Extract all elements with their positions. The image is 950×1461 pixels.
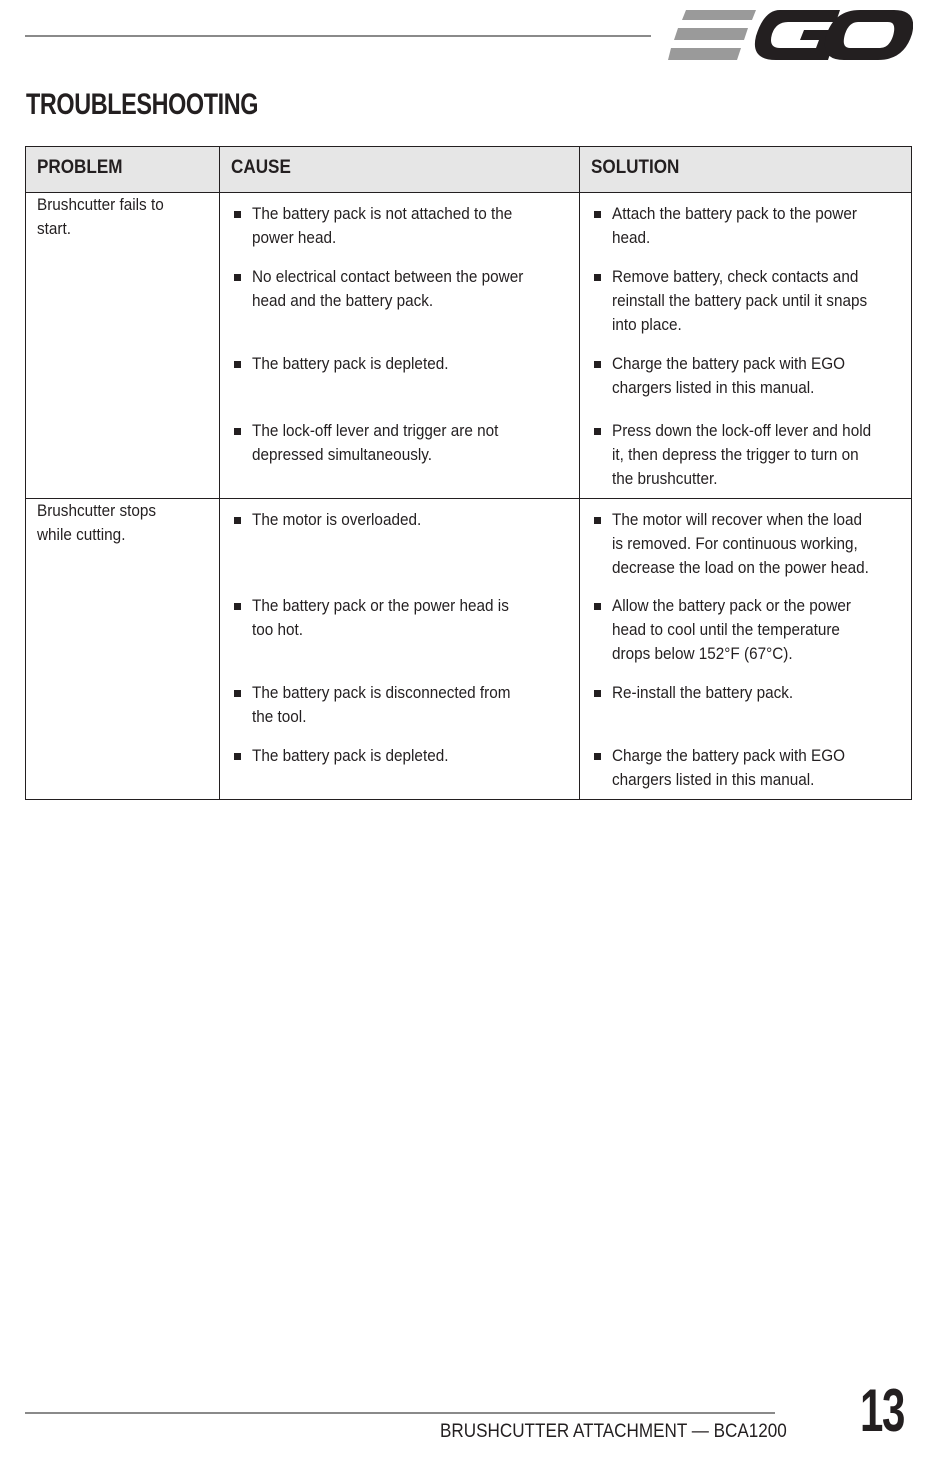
cause-item: The lock-off lever and trigger are not depressed simultaneously. [220,419,579,467]
solution-cell [580,499,912,800]
cause-item: No electrical contact between the power head and the battery pack. [220,265,579,313]
solution-item: Charge the battery pack with EGO chargers listed in this manual. [580,352,911,400]
solution-item: Charge the battery pack with EGO chargers listed in this manual. [580,744,911,792]
solution-item: Allow the battery pack or the power head to cool until the temperature drops below 152°F (67°C). [580,594,911,666]
cause-item: The battery pack is depleted. [220,744,579,768]
solution-item: Press down the lock-off lever and hold it, then depress the trigger to turn on the brushcutter. [580,419,911,491]
cause-item: The battery pack is disconnected from the tool. [220,681,579,729]
table-row [26,193,912,499]
solution-cell [580,193,912,499]
column-header-cause: CAUSE [220,147,580,193]
footer-title: BRUSHCUTTER ATTACHMENT — BCA1200 [440,1421,787,1442]
solution-item: The motor will recover when the load is removed. For continuous working, decrease the load on the power head. [580,508,911,580]
column-header-solution: SOLUTION [580,147,912,193]
ego-logo [668,6,913,64]
problem-line: Brushcutter stops [37,501,157,520]
table-header-row [26,147,912,193]
footer-rule [25,1412,775,1414]
problem-line: start. [37,219,72,238]
problem-line: Brushcutter fails to [37,195,164,214]
cause-cell [220,499,580,800]
problem-cell [26,499,220,800]
problem-cell [26,193,220,499]
cause-cell [220,193,580,499]
cause-item: The motor is overloaded. [220,508,579,532]
troubleshooting-table [25,146,912,800]
solution-item: Re-install the battery pack. [580,681,911,705]
page-number: 13 [860,1377,904,1444]
solution-item: Attach the battery pack to the power head. [580,202,911,250]
page-title: TROUBLESHOOTING [26,88,259,121]
cause-item: The battery pack is not attached to the power head. [220,202,579,250]
column-header-problem: PROBLEM [26,147,220,193]
header-rule [25,35,651,37]
cause-item: The battery pack or the power head is too hot. [220,594,579,642]
table-row [26,499,912,800]
cause-item: The battery pack is depleted. [220,352,579,376]
solution-item: Remove battery, check contacts and reinstall the battery pack until it snaps into place. [580,265,911,337]
problem-line: while cutting. [37,525,126,544]
